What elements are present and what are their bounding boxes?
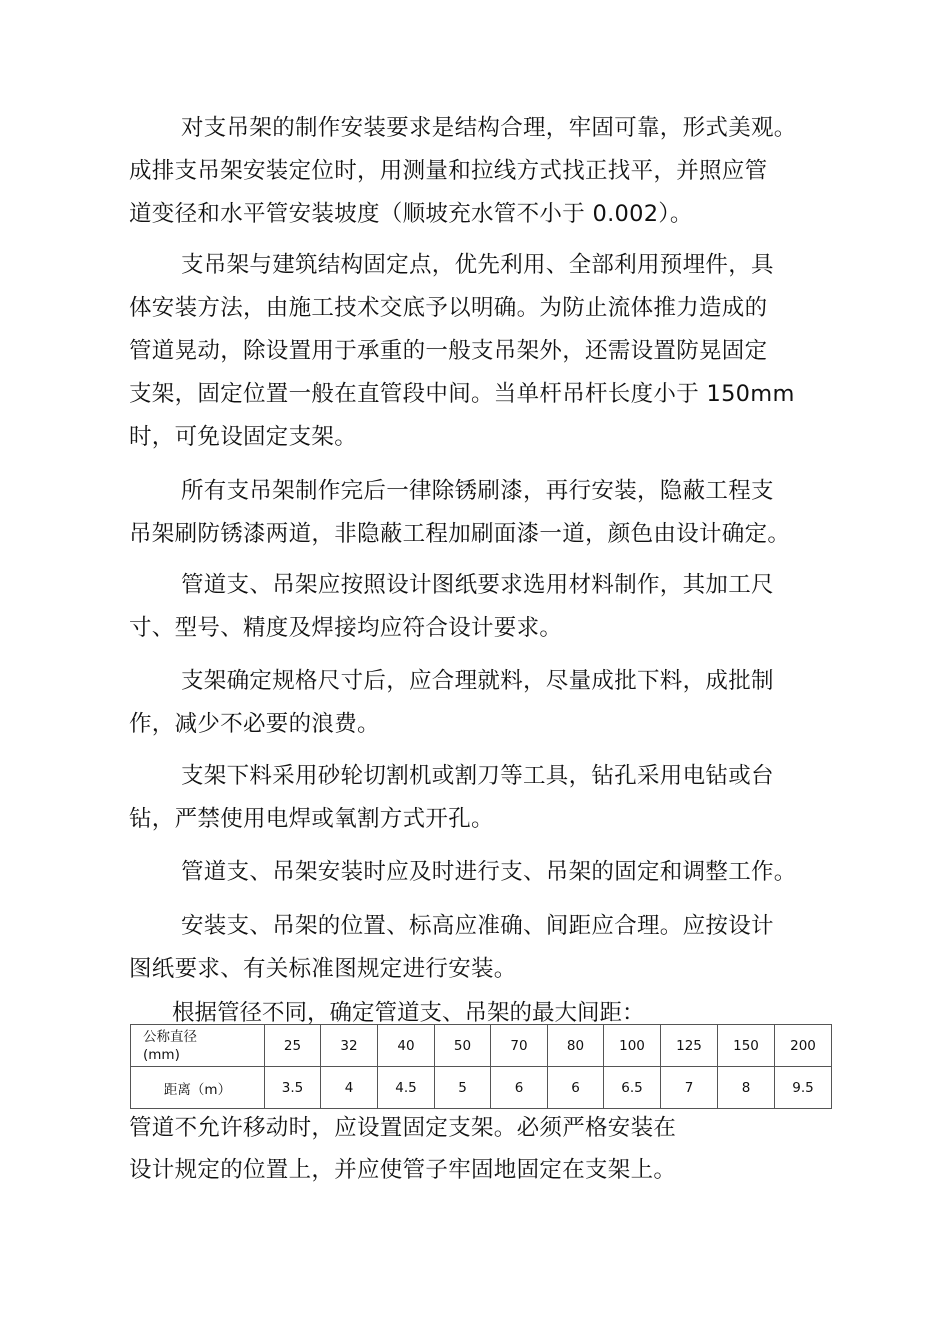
paragraph-line: 体安装方法，由施工技术交底予以明确。为防止流体推力造成的: [129, 295, 768, 321]
support-spacing-table: [130, 1024, 832, 1109]
paragraph-line: 对支吊架的制作安装要求是结构合理，牢固可靠，形式美观。: [181, 115, 797, 141]
diameter-header-cell: [131, 1025, 265, 1067]
table-title: 根据管径不同，确定管道支、吊架的最大间距：: [172, 1000, 645, 1026]
table-cell: 200: [775, 1025, 832, 1067]
table-cell: 25: [265, 1025, 321, 1067]
table-cell: 4.5: [378, 1067, 435, 1109]
closing-line-2: 设计规定的位置上，并应使管子牢固地固定在支架上。: [129, 1157, 677, 1183]
paragraph-line: 成排支吊架安装定位时，用测量和拉线方式找正找平，并照应管: [129, 158, 768, 184]
paragraph-line: 吊架刷防锈漆两道，非隐蔽工程加刷面漆一道，颜色由设计确定。: [129, 521, 791, 547]
table-cell: 50: [435, 1025, 491, 1067]
table-cell: 80: [548, 1025, 604, 1067]
paragraph-6: [129, 755, 839, 841]
paragraph-8: [129, 905, 839, 991]
paragraph-4: [129, 564, 839, 650]
distance-header-cell: 距离（m）: [131, 1067, 265, 1109]
paragraph-line: 管道支、吊架安装时应及时进行支、吊架的固定和调整工作。: [181, 859, 797, 885]
table-cell: 150: [718, 1025, 775, 1067]
table-row-diameter: [131, 1025, 832, 1067]
table-cell: 4: [321, 1067, 378, 1109]
paragraph-line: 钻，严禁使用电焊或氧割方式开孔。: [129, 806, 494, 832]
paragraph-line: 寸、型号、精度及焊接均应符合设计要求。: [129, 615, 563, 641]
paragraph-3: [129, 470, 839, 556]
table-cell: 9.5: [775, 1067, 832, 1109]
table-cell: 6: [548, 1067, 604, 1109]
closing-line-1: 管道不允许移动时，应设置固定支架。必须严格安装在: [129, 1115, 677, 1141]
paragraph-line: 支架下料采用砂轮切割机或割刀等工具，钻孔采用电钻或台: [181, 763, 774, 789]
paragraph-line: 管道支、吊架应按照设计图纸要求选用材料制作，其加工尺: [181, 572, 774, 598]
paragraph-line: 支架确定规格尺寸后，应合理就料，尽量成批下料，成批制: [181, 668, 774, 694]
paragraph-2: [129, 244, 839, 459]
paragraph-1: [129, 107, 839, 236]
table-cell: 5: [435, 1067, 491, 1109]
paragraph-line: 所有支吊架制作完后一律除锈刷漆，再行安装，隐蔽工程支: [181, 478, 774, 504]
paragraph-line: 道变径和水平管安装坡度（顺坡充水管不小于 0.002）。: [129, 201, 693, 227]
table-cell: 6.5: [604, 1067, 661, 1109]
paragraph-line: 图纸要求、有关标准图规定进行安装。: [129, 956, 517, 982]
table-row-distance: [131, 1067, 832, 1109]
paragraph-line: 支吊架与建筑结构固定点，优先利用、全部利用预埋件，具: [181, 252, 774, 278]
table-cell: 100: [604, 1025, 661, 1067]
paragraph-line: 支架，固定位置一般在直管段中间。当单杆吊杆长度小于 150mm: [129, 381, 795, 407]
table-cell: 3.5: [265, 1067, 321, 1109]
table-cell: 70: [491, 1025, 548, 1067]
paragraph-line: 时，可免设固定支架。: [129, 424, 358, 450]
table-cell: 7: [661, 1067, 718, 1109]
paragraph-line: 安装支、吊架的位置、标高应准确、间距应合理。应按设计: [181, 913, 774, 939]
table-cell: 6: [491, 1067, 548, 1109]
table-cell: 40: [378, 1025, 435, 1067]
paragraph-line: 管道晃动，除设置用于承重的一般支吊架外，还需设置防晃固定: [129, 338, 768, 364]
table-cell: 32: [321, 1025, 378, 1067]
paragraph-7: [129, 851, 839, 894]
paragraph-5: [129, 660, 839, 746]
diameter-header-unit: (mm): [143, 1046, 180, 1063]
table-cell: 125: [661, 1025, 718, 1067]
diameter-header-label: 公称直径: [143, 1028, 197, 1045]
paragraph-line: 作，减少不必要的浪费。: [129, 711, 380, 737]
table-cell: 8: [718, 1067, 775, 1109]
